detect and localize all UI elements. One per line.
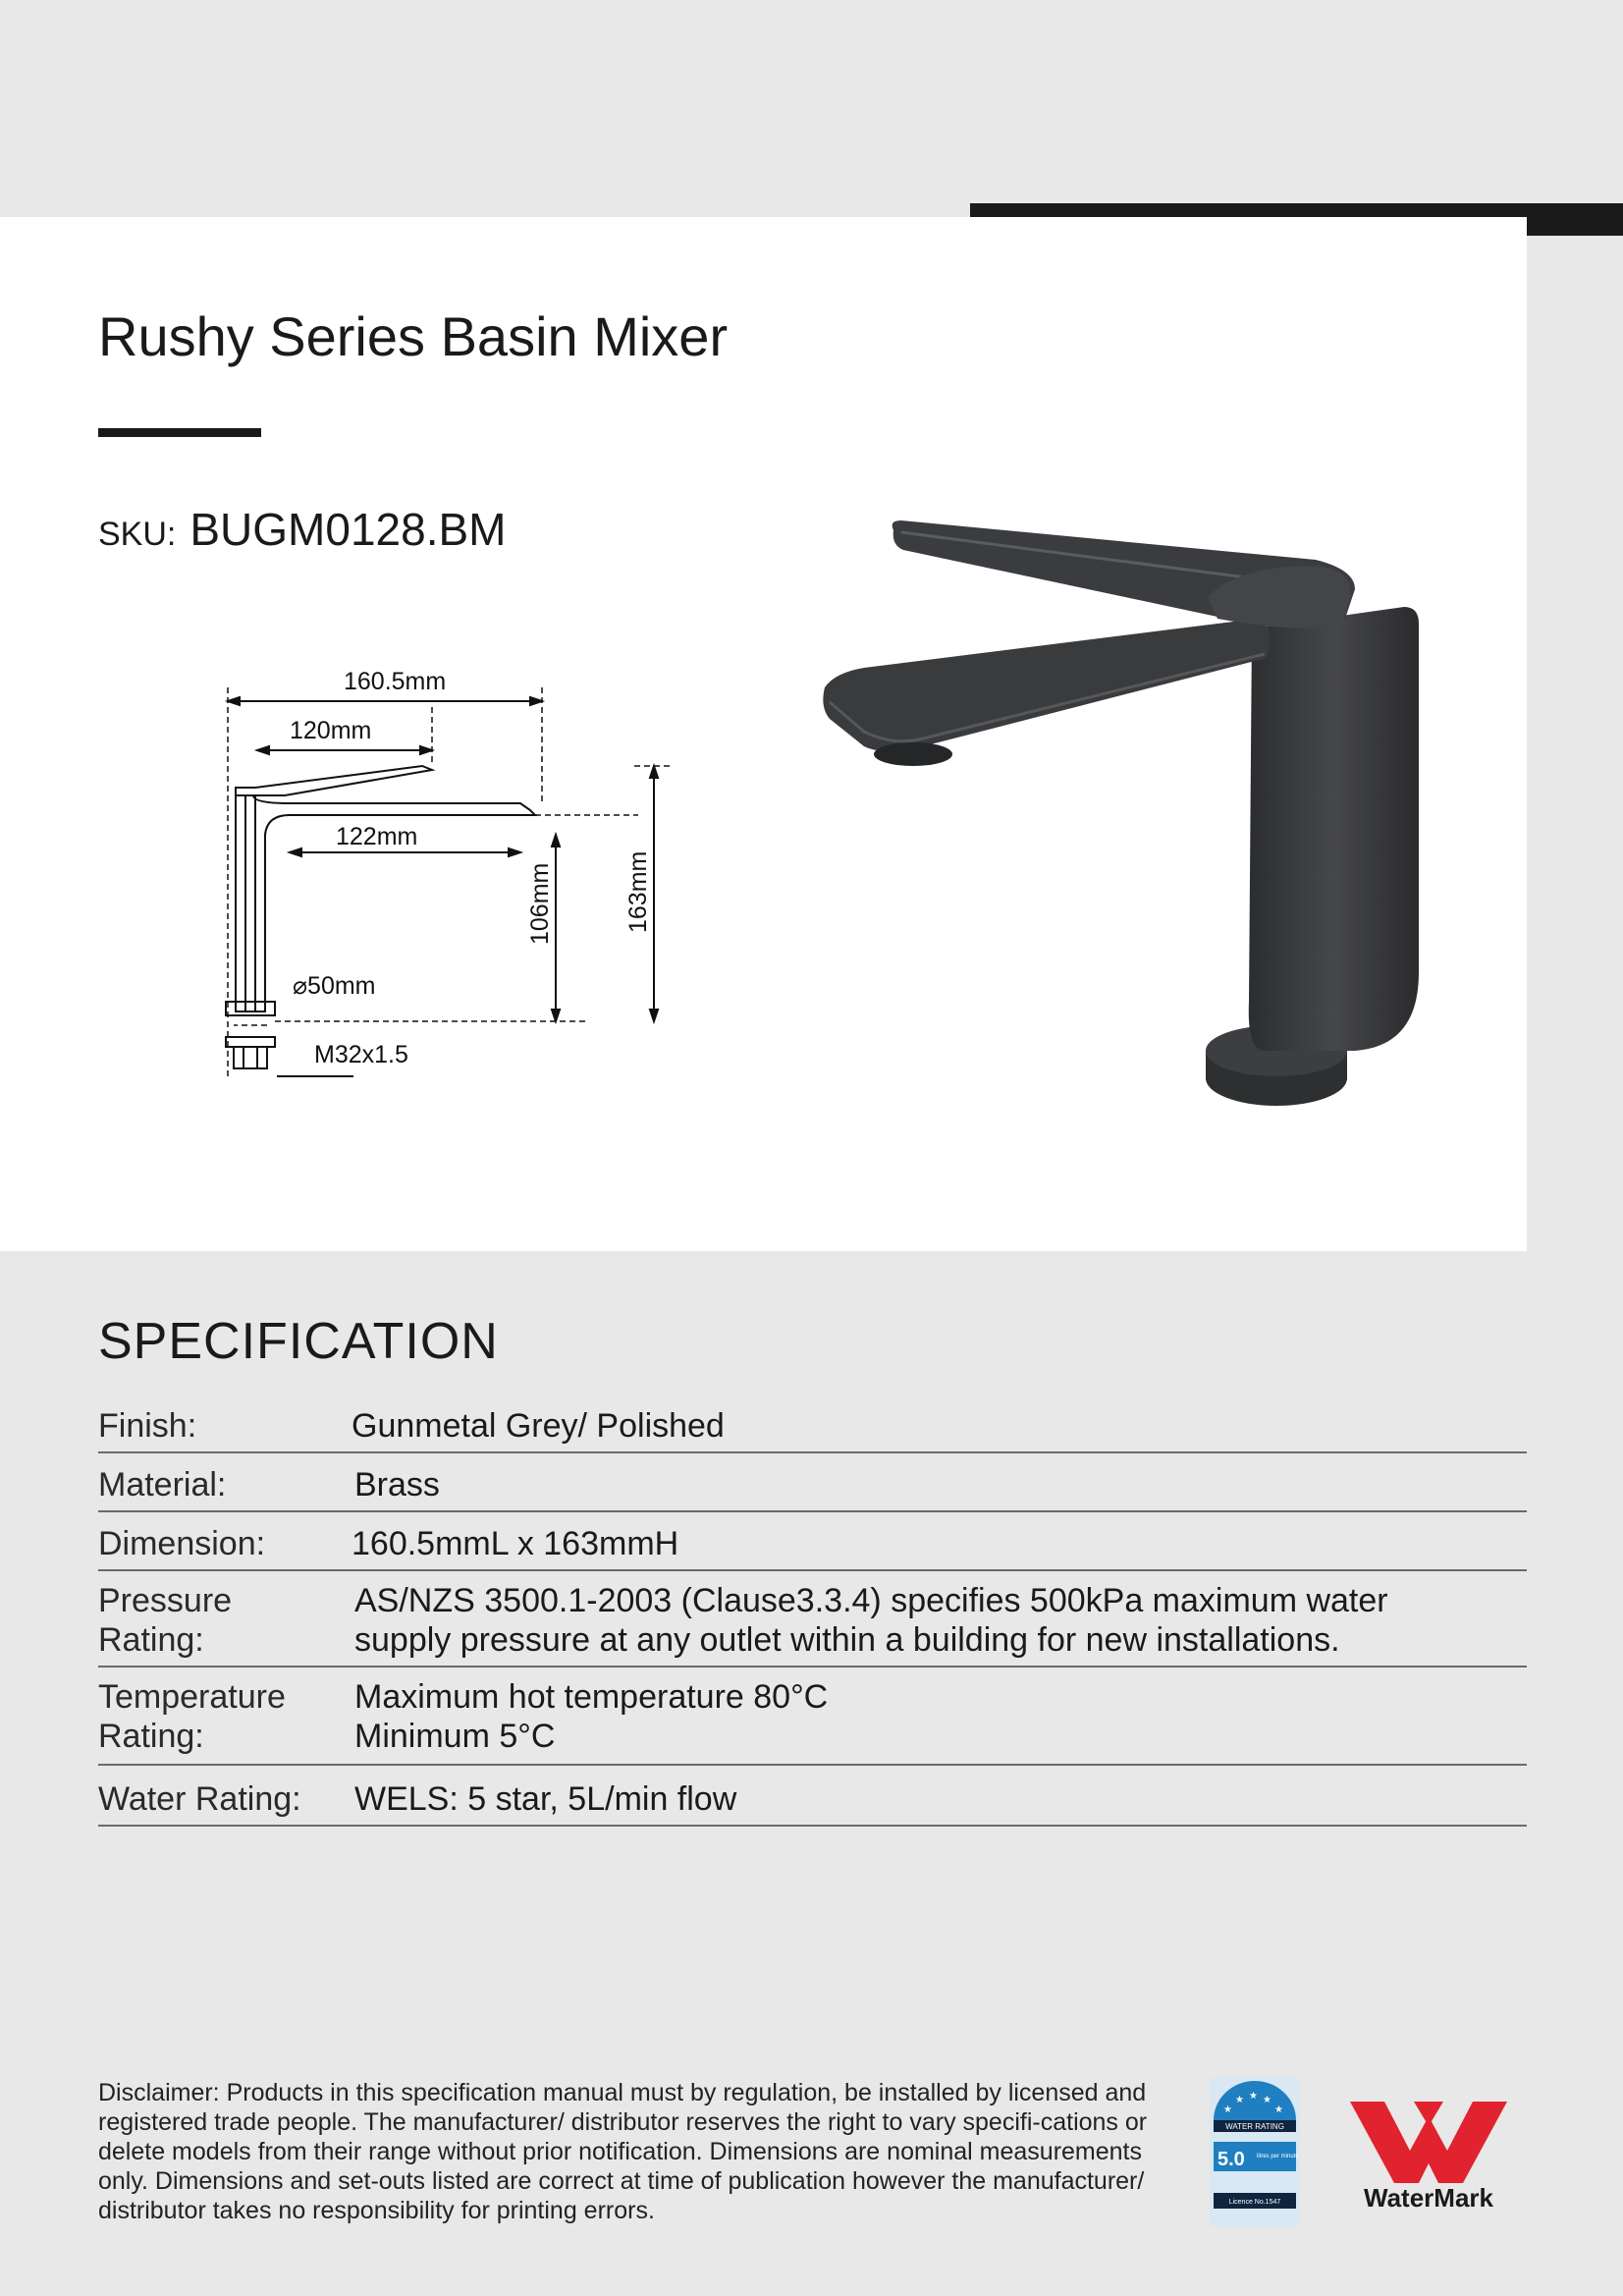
- disclaimer-text: Disclaimer: Products in this specification manual must by regulation, be installed by licensed and registered trade people. The manufacturer/ distributor reserves the right to vary specifi-cations or delete models from their range without prior notification. Dimensions are nominal measurements only. Dimensions and set-outs listed are correct at time of publication however the manufacturer/ distributor takes no responsibility for printing errors.: [98, 2079, 1148, 2224]
- faucet-body: [1249, 607, 1419, 1051]
- watermark-logo: [1345, 2097, 1512, 2224]
- drawing-thread: [234, 1047, 267, 1068]
- drawing-nut: [226, 1037, 275, 1047]
- spec-value: Brass: [354, 1466, 440, 1503]
- watermark-text: WaterMark: [1364, 2183, 1493, 2213]
- drawing-inner-line: [245, 795, 255, 1011]
- spec-label: Finish:: [98, 1407, 197, 1445]
- svg-text:★: ★: [1223, 2105, 1232, 2115]
- spec-value: WELS: 5 star, 5L/min flow: [354, 1780, 737, 1818]
- spec-row-finish: [98, 1394, 1527, 1453]
- spec-label: Pressure Rating:: [98, 1582, 233, 1659]
- product-title: Rushy Series Basin Mixer: [98, 305, 729, 367]
- specification-table: [98, 1394, 1527, 1827]
- spec-row-pressure: [98, 1571, 1527, 1667]
- sku-line: [98, 503, 506, 556]
- dim-base: ⌀50mm: [293, 972, 376, 1000]
- spec-label: Water Rating:: [98, 1780, 301, 1818]
- svg-text:★: ★: [1249, 2091, 1258, 2102]
- drawing-handle: [236, 766, 432, 795]
- spec-value: Maximum hot temperature 80°C Minimum 5°C: [354, 1678, 829, 1755]
- spec-label: Dimension:: [98, 1525, 266, 1562]
- faucet-spout: [823, 619, 1270, 751]
- dim-total-height: 163mm: [624, 850, 652, 933]
- wels-value: 5.0: [1217, 2149, 1245, 2170]
- svg-text:★: ★: [1274, 2105, 1283, 2115]
- spec-value: 160.5mmL x 163mmH: [352, 1525, 679, 1562]
- specification-heading: SPECIFICATION: [98, 1313, 499, 1370]
- spec-value: Gunmetal Grey/ Polished: [352, 1407, 725, 1445]
- spec-row-water-rating: [98, 1766, 1527, 1827]
- spec-label: Material:: [98, 1466, 227, 1503]
- faucet-aerator: [874, 742, 952, 766]
- spec-row-dimension: [98, 1512, 1527, 1571]
- svg-text:★: ★: [1263, 2095, 1271, 2105]
- faucet-image: [805, 511, 1453, 1120]
- spec-row-material: [98, 1453, 1527, 1512]
- dim-spout: 122mm: [336, 823, 418, 850]
- sku-label: SKU:: [98, 516, 177, 553]
- dimension-drawing: [196, 648, 707, 1100]
- spec-row-temperature: [98, 1667, 1527, 1766]
- dim-handle: 120mm: [290, 717, 372, 744]
- wels-licence: Licence No.1547: [1228, 2199, 1281, 2206]
- spec-label: Temperature Rating:: [98, 1678, 286, 1755]
- wels-rating-logo: [1210, 2077, 1300, 2226]
- watermark-w-icon: [1345, 2097, 1512, 2185]
- spec-value: AS/NZS 3500.1-2003 (Clause3.3.4) specifies 500kPa maximum water supply pressure at any outlet within a building for new installations.: [354, 1582, 1388, 1659]
- title-underline: [98, 428, 261, 437]
- sku-value: BUGM0128.BM: [189, 504, 507, 555]
- svg-text:★: ★: [1235, 2095, 1244, 2105]
- dim-thread: M32x1.5: [314, 1041, 408, 1068]
- dim-spout-height: 106mm: [526, 862, 554, 945]
- wels-title: WATER RATING: [1225, 2122, 1284, 2131]
- wels-unit: litres per minute: [1257, 2154, 1299, 2159]
- dim-total-length: 160.5mm: [344, 668, 447, 695]
- drawing-base: [226, 1002, 275, 1015]
- top-band: [0, 0, 1623, 217]
